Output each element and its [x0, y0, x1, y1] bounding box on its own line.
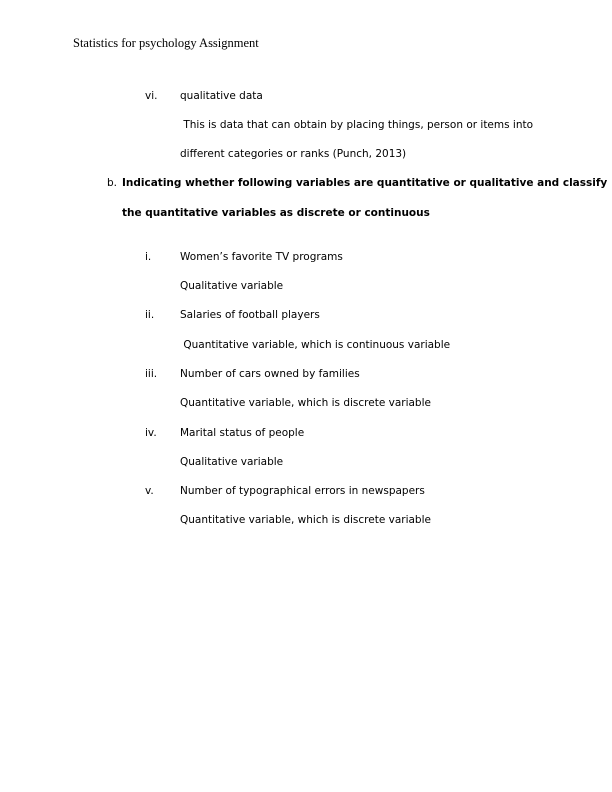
variable-item: Salaries of football players [180, 309, 320, 321]
item-vi-title: qualitative data [180, 90, 263, 102]
section-b-heading-line1: Indicating whether following variables are quantitative or qualitative and classify [122, 177, 608, 189]
classification-answer: Quantitative variable, which is discrete variable [180, 397, 431, 409]
variable-item: Marital status of people [180, 427, 305, 439]
list-numeral-v: v. [145, 485, 154, 497]
classification-answer: Quantitative variable, which is continuous variable [180, 339, 451, 351]
list-numeral-vi: vi. [145, 90, 158, 102]
section-b-heading-line2: the quantitative variables as discrete or continuous [122, 207, 430, 219]
classification-answer: Quantitative variable, which is discrete variable [180, 514, 431, 526]
list-numeral-iii: iii. [145, 368, 158, 380]
item-vi-definition-line1: This is data that can obtain by placing things, person or items into [180, 119, 534, 131]
item-vi-definition-line2: different categories or ranks (Punch, 2013) [180, 148, 407, 160]
section-b-marker: b. [107, 177, 118, 189]
list-numeral-i: i. [145, 251, 152, 263]
list-numeral-iv: iv. [145, 427, 157, 439]
variable-item: Number of typographical errors in newspapers [180, 485, 425, 497]
variable-item: Number of cars owned by families [180, 368, 360, 380]
classification-answer: Qualitative variable [180, 456, 284, 468]
classification-answer: Qualitative variable [180, 280, 284, 292]
variable-item: Women’s favorite TV programs [180, 251, 343, 263]
list-numeral-ii: ii. [145, 309, 155, 321]
running-header: Statistics for psychology Assignment [73, 36, 259, 50]
